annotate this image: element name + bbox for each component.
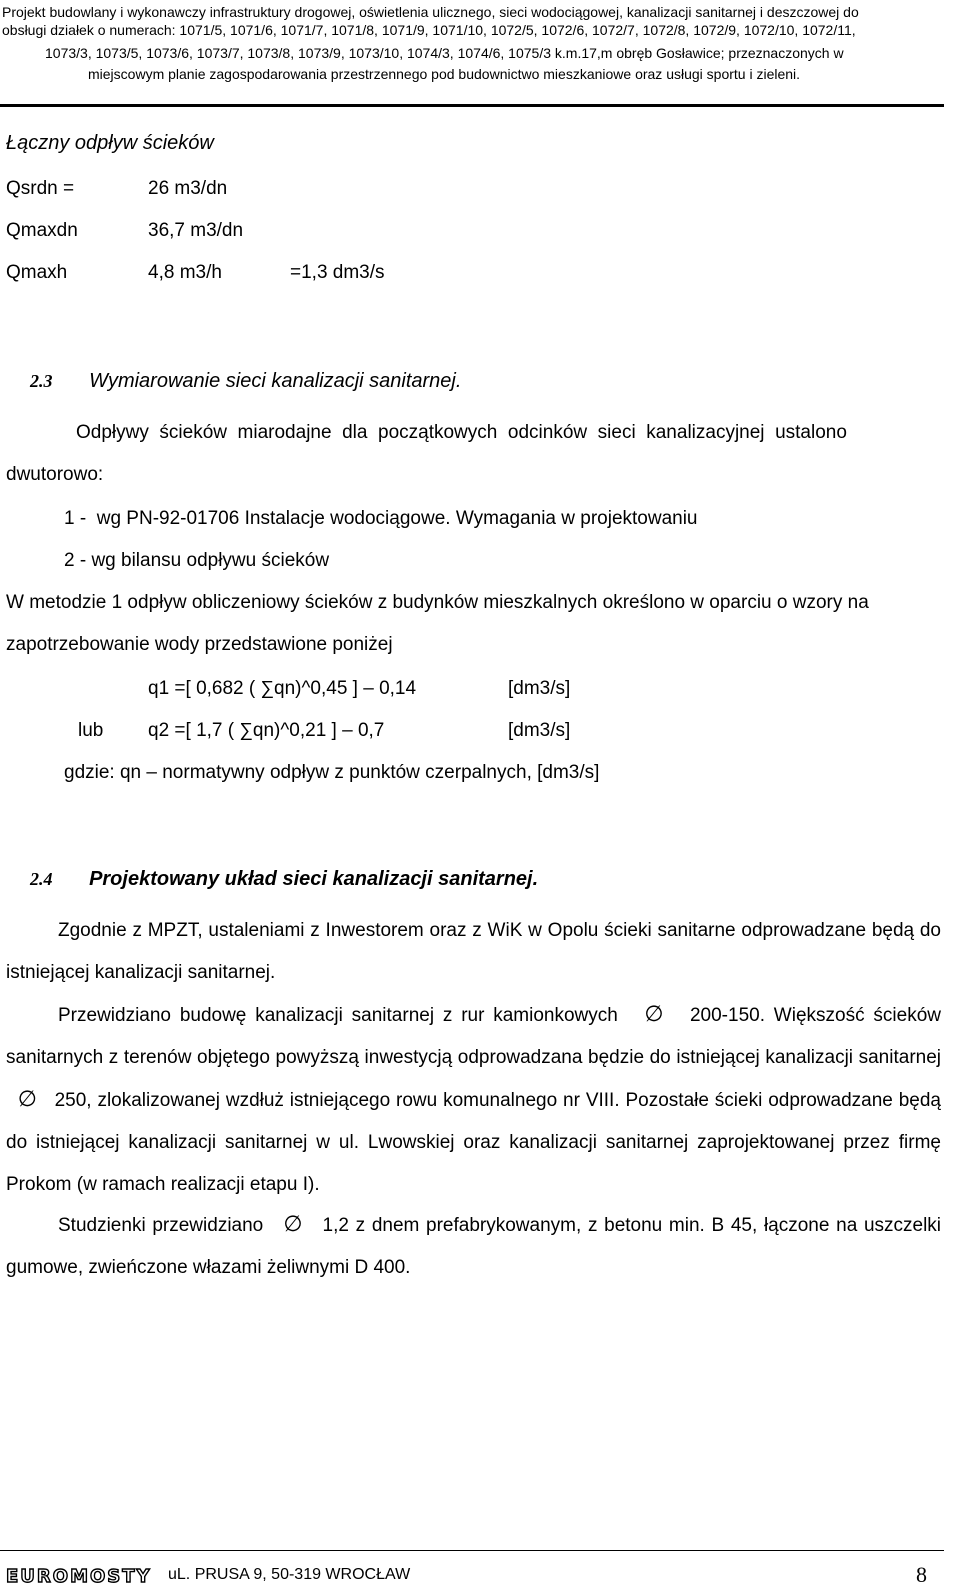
paragraph-text: Przewidziano budowę kanalizacji sanitarnej z rur kamionkowych: [58, 1005, 618, 1026]
formula-legend: gdzie: qn – normatywny odpływ z punktów czerpalnych, [dm3/s]: [64, 762, 600, 783]
formula-prefix: lub: [78, 720, 104, 741]
paragraph-text: Zgodnie z MPZT, ustaleniami z Inwestorem oraz z WiK w Opolu ścieki sanitarne odprowadzane będą do istniejącej kanalizacji sanitarnej.: [6, 920, 941, 983]
header-line: Projekt budowlany i wykonawczy infrastruktury drogowej, oświetlenia ulicznego, sieci wodociągowej, kanalizacji sanitarnej i deszczowej do: [2, 4, 859, 20]
section-number: 2.4: [30, 869, 53, 889]
diameter-icon: ∅: [644, 1002, 664, 1027]
intro-text: Odpływy ścieków miarodajne dla początkowych odcinków sieci kanalizacyjnej ustalono: [76, 422, 847, 443]
formula: q1 =[ 0,682 ( ∑qn)^0,45 ] – 0,14: [148, 678, 417, 699]
company-address: uL. PRUSA 9, 50-319 WROCŁAW: [168, 1566, 411, 1583]
formula-unit: [dm3/s]: [508, 720, 571, 741]
totals-value: 4,8 m3/h: [148, 262, 222, 283]
header-line: miejscowym planie zagospodarowania przestrzennego pod budownictwo mieszkaniowe oraz usługi sportu i zieleni.: [88, 66, 801, 82]
paragraph: [6, 1204, 941, 1289]
section-number: 2.3: [30, 371, 53, 391]
diameter-icon: ∅: [17, 1087, 37, 1112]
section-title: Wymiarowanie sieci kanalizacji sanitarnej.: [89, 370, 462, 392]
header-line: obsługi działek o numerach: 1071/5, 1071/6, 1071/7, 1071/8, 1071/9, 1071/10, 1072/5, 1072/6, 1072/7, 1072/8, 1072/9, 1072/10, 1072/11,: [2, 22, 856, 38]
list-item: 1 - wg PN-92-01706 Instalacje wodociągowe. Wymagania w projektowaniu: [64, 508, 698, 529]
method-text: zapotrzebowanie wody przedstawione poniżej: [6, 634, 393, 655]
section-heading: [30, 370, 461, 393]
paragraph: [6, 994, 941, 1206]
section-title: Projektowany układ sieci kanalizacji sanitarnej.: [89, 868, 539, 890]
formula-unit: [dm3/s]: [508, 678, 571, 699]
paragraph-text: 200-150. Większość ścieków sanitarnych z terenów objętego powyższą inwestycją odprowadzana będzie do istniejącej kanalizacji sanitarnej: [6, 1005, 941, 1068]
totals-label: Qmaxdn: [6, 220, 78, 241]
section-heading: [30, 868, 538, 891]
paragraph-text: 250, zlokalizowanej wzdłuż istniejącego rowu komunalnego nr VIII. Pozostałe ścieki odprowadzane będą do istniejącej kanalizacji sanitarnej w ul. Lwowskiej oraz kanalizacji sanitarnej zaprojektowanej przez firmę Prokom (w ramach realizacji etapu I).: [6, 1090, 941, 1195]
page-header: [0, 0, 944, 107]
diameter-icon: ∅: [283, 1212, 303, 1237]
paragraph: [6, 910, 941, 994]
intro-text: dwutorowo:: [6, 464, 104, 485]
method-text: W metodzie 1 odpływ obliczeniowy ścieków z budynków mieszkalnych określono w oparciu o wzory na: [6, 592, 869, 613]
totals-extra: =1,3 dm3/s: [290, 262, 385, 283]
company-logo: EUROMOSTY: [6, 1566, 152, 1587]
page-number: 8: [916, 1562, 927, 1587]
footer-divider: [0, 1550, 944, 1551]
paragraph-text: Studzienki przewidziano: [58, 1215, 264, 1236]
totals-value: 36,7 m3/dn: [148, 220, 244, 241]
formula: q2 =[ 1,7 ( ∑qn)^0,21 ] – 0,7: [148, 720, 385, 741]
paragraph-text: 1,2 z dnem prefabrykowanym, z betonu min. B 45, łączone na uszczelki gumowe, zwieńczone włazami żeliwnymi D 400.: [6, 1215, 942, 1278]
totals-label: Qsrdn =: [6, 178, 75, 199]
totals-label: Qmaxh: [6, 262, 68, 283]
totals-heading: Łączny odpływ ścieków: [6, 132, 214, 154]
totals-value: 26 m3/dn: [148, 178, 228, 199]
header-line: 1073/3, 1073/5, 1073/6, 1073/7, 1073/8, 1073/9, 1073/10, 1074/3, 1074/6, 1075/3 k.m.17,m obręb Gosławice; przeznaczonych w: [45, 45, 844, 61]
list-item: 2 - wg bilansu odpływu ścieków: [64, 550, 330, 571]
